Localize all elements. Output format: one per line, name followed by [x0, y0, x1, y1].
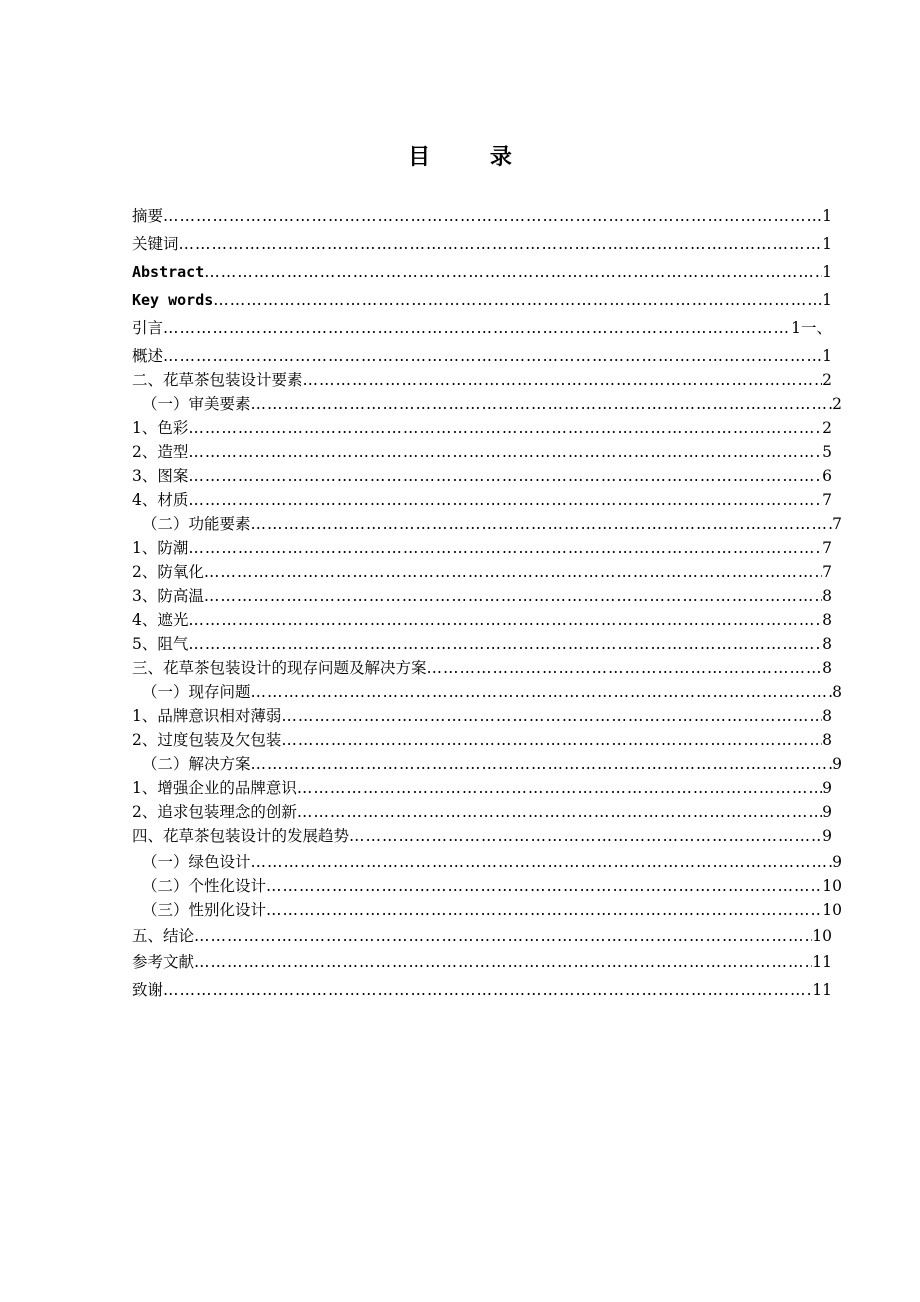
toc-leader-dots	[427, 656, 823, 680]
toc-entry-page-number: 9	[832, 755, 842, 773]
toc-entry-page-number: 9	[832, 853, 842, 871]
toc-entry-page-number: 1	[822, 263, 832, 281]
toc-entry-label: 4、材质	[132, 491, 189, 509]
toc-entry[interactable]	[132, 752, 842, 776]
toc-leader-dots	[204, 560, 822, 584]
toc-entry-label: 引言	[132, 319, 164, 337]
toc-entry-label: Abstract	[132, 263, 205, 281]
toc-leader-dots	[204, 584, 822, 608]
toc-entry-label: （一）绿色设计	[142, 853, 251, 871]
toc-entry[interactable]	[132, 488, 832, 512]
toc-entry[interactable]	[132, 416, 832, 440]
toc-entry[interactable]	[132, 512, 842, 536]
toc-entry-page-number: 8	[822, 731, 832, 749]
toc-leader-dots	[188, 608, 822, 632]
toc-entry-page-number: 8	[822, 707, 832, 725]
toc-entry[interactable]	[132, 560, 832, 584]
toc-entry[interactable]	[132, 850, 842, 874]
toc-entry-page-number: 2	[822, 419, 832, 437]
toc-leader-dots	[251, 392, 833, 416]
toc-entry-page-number: 8	[822, 659, 832, 677]
toc-leader-dots	[204, 260, 822, 284]
toc-entry-page-number: 8	[822, 587, 832, 605]
toc-entry[interactable]	[132, 316, 832, 340]
toc-entry[interactable]	[132, 392, 842, 416]
toc-leader-dots	[194, 924, 812, 948]
toc-entry-page-number: 2	[832, 395, 842, 413]
toc-leader-dots	[251, 512, 833, 536]
toc-leader-dots	[297, 800, 822, 824]
toc-entry-label: 四、花草茶包装设计的发展趋势	[132, 827, 350, 845]
toc-entry[interactable]	[132, 632, 832, 656]
toc-entry-label: （三）性别化设计	[142, 901, 267, 919]
toc-leader-dots	[188, 536, 822, 560]
toc-entry-page-number: 10	[822, 901, 842, 919]
toc-entry[interactable]	[132, 656, 832, 680]
toc-entry-page-number: 9	[822, 827, 832, 845]
toc-entry-label: 1、增强企业的品牌意识	[132, 779, 297, 797]
toc-entry[interactable]	[132, 464, 832, 488]
toc-entry[interactable]	[132, 704, 832, 728]
toc-entry-page-number: 2	[822, 371, 832, 389]
toc-entry-page-number: 9	[822, 779, 832, 797]
toc-entry-page-number: 11	[812, 953, 832, 971]
toc-leader-dots	[188, 632, 822, 656]
toc-entry-page-number: 7	[832, 515, 842, 533]
toc-entry-label: （二）功能要素	[142, 515, 251, 533]
toc-entry-label: 五、结论	[132, 927, 195, 945]
toc-entry-page-number: 8	[822, 611, 832, 629]
toc-leader-dots	[266, 874, 822, 898]
toc-leader-dots	[303, 368, 823, 392]
toc-entry-label: 2、追求包装理念的创新	[132, 803, 297, 821]
toc-entry[interactable]	[132, 204, 832, 228]
toc-entry-label: 2、造型	[132, 443, 189, 461]
toc-leader-dots	[213, 288, 822, 312]
toc-leader-dots	[349, 824, 822, 848]
toc-entry-page-number: 1	[822, 291, 832, 309]
toc-leader-dots	[179, 232, 823, 256]
toc-entry-label: （一）现存问题	[142, 683, 251, 701]
toc-entry-page-number: 1一、	[791, 319, 832, 337]
toc-entry-page-number: 10	[822, 877, 842, 895]
toc-leader-dots	[281, 728, 822, 752]
toc-entry-page-number: 11	[812, 981, 832, 999]
toc-entry[interactable]	[132, 584, 832, 608]
toc-entry-label: 2、过度包装及欠包装	[132, 731, 282, 749]
toc-leader-dots	[163, 316, 791, 340]
toc-entry-page-number: 8	[822, 635, 832, 653]
toc-entry-label: 概述	[132, 347, 164, 365]
toc-leader-dots	[251, 680, 833, 704]
toc-entry-label: 摘要	[132, 207, 164, 225]
toc-leader-dots	[163, 344, 822, 368]
toc-entry-label: 2、防氧化	[132, 563, 204, 581]
toc-leader-dots	[297, 776, 822, 800]
toc-entry-label: （一）审美要素	[142, 395, 251, 413]
toc-entry[interactable]	[132, 260, 832, 284]
toc-entry[interactable]	[132, 874, 842, 898]
toc-entry[interactable]	[132, 824, 832, 848]
toc-leader-dots	[163, 204, 822, 228]
toc-entry-page-number: 10	[812, 927, 832, 945]
toc-entry-label: 4、遮光	[132, 611, 189, 629]
toc-entry[interactable]	[132, 978, 832, 1002]
toc-entry-label: （二）个性化设计	[142, 877, 267, 895]
toc-entry-label: 3、图案	[132, 467, 189, 485]
toc-entry-page-number: 7	[822, 563, 832, 581]
toc-entry[interactable]	[132, 368, 832, 392]
toc-entry[interactable]	[132, 800, 832, 824]
toc-entry[interactable]	[132, 536, 832, 560]
toc-entry[interactable]	[132, 776, 832, 800]
toc-entry[interactable]	[132, 680, 842, 704]
toc-entry-page-number: 8	[832, 683, 842, 701]
toc-entry[interactable]	[132, 608, 832, 632]
toc-entry-page-number: 1	[822, 235, 832, 253]
toc-leader-dots	[163, 978, 812, 1002]
toc-entry-label: 1、色彩	[132, 419, 189, 437]
toc-entry-page-number: 9	[822, 803, 832, 821]
toc-entry-label: 3、防高温	[132, 587, 204, 605]
toc-entry-label: 1、品牌意识相对薄弱	[132, 707, 282, 725]
toc-entry-page-number: 6	[822, 467, 832, 485]
toc-leader-dots	[188, 488, 822, 512]
toc-entry-label: 致谢	[132, 981, 164, 999]
toc-entry[interactable]	[132, 728, 832, 752]
toc-entry-label: 关键词	[132, 235, 179, 253]
toc-entry[interactable]	[132, 924, 832, 948]
toc-leader-dots	[251, 850, 833, 874]
toc-entry[interactable]	[132, 344, 832, 368]
toc-leader-dots	[251, 752, 833, 776]
toc-leader-dots	[188, 464, 822, 488]
toc-entry-label: 二、花草茶包装设计要素	[132, 371, 303, 389]
toc-entry-label: Key words	[132, 291, 214, 309]
toc-entry-page-number: 7	[822, 491, 832, 509]
toc-entry[interactable]	[132, 440, 832, 464]
toc-leader-dots	[188, 416, 822, 440]
toc-leader-dots	[188, 440, 822, 464]
toc-entry-label: 参考文献	[132, 953, 195, 971]
toc-entry-page-number: 1	[822, 207, 832, 225]
toc-entry[interactable]	[132, 950, 832, 974]
toc-entry-label: 5、阻气	[132, 635, 189, 653]
toc-leader-dots	[281, 704, 822, 728]
toc-entry-page-number: 5	[822, 443, 832, 461]
toc-entry[interactable]	[132, 232, 832, 256]
toc-entry-label: 1、防潮	[132, 539, 189, 557]
toc-entry-label: （二）解决方案	[142, 755, 251, 773]
toc-leader-dots	[194, 950, 812, 974]
toc-leader-dots	[266, 898, 822, 922]
toc-entry-label: 三、花草茶包装设计的现存问题及解决方案	[132, 659, 427, 677]
toc-entry-page-number: 1	[822, 347, 832, 365]
toc-entry[interactable]	[132, 288, 832, 312]
toc-entry[interactable]	[132, 898, 842, 922]
toc-title: 目 录	[408, 144, 538, 170]
toc-entry-page-number: 7	[822, 539, 832, 557]
